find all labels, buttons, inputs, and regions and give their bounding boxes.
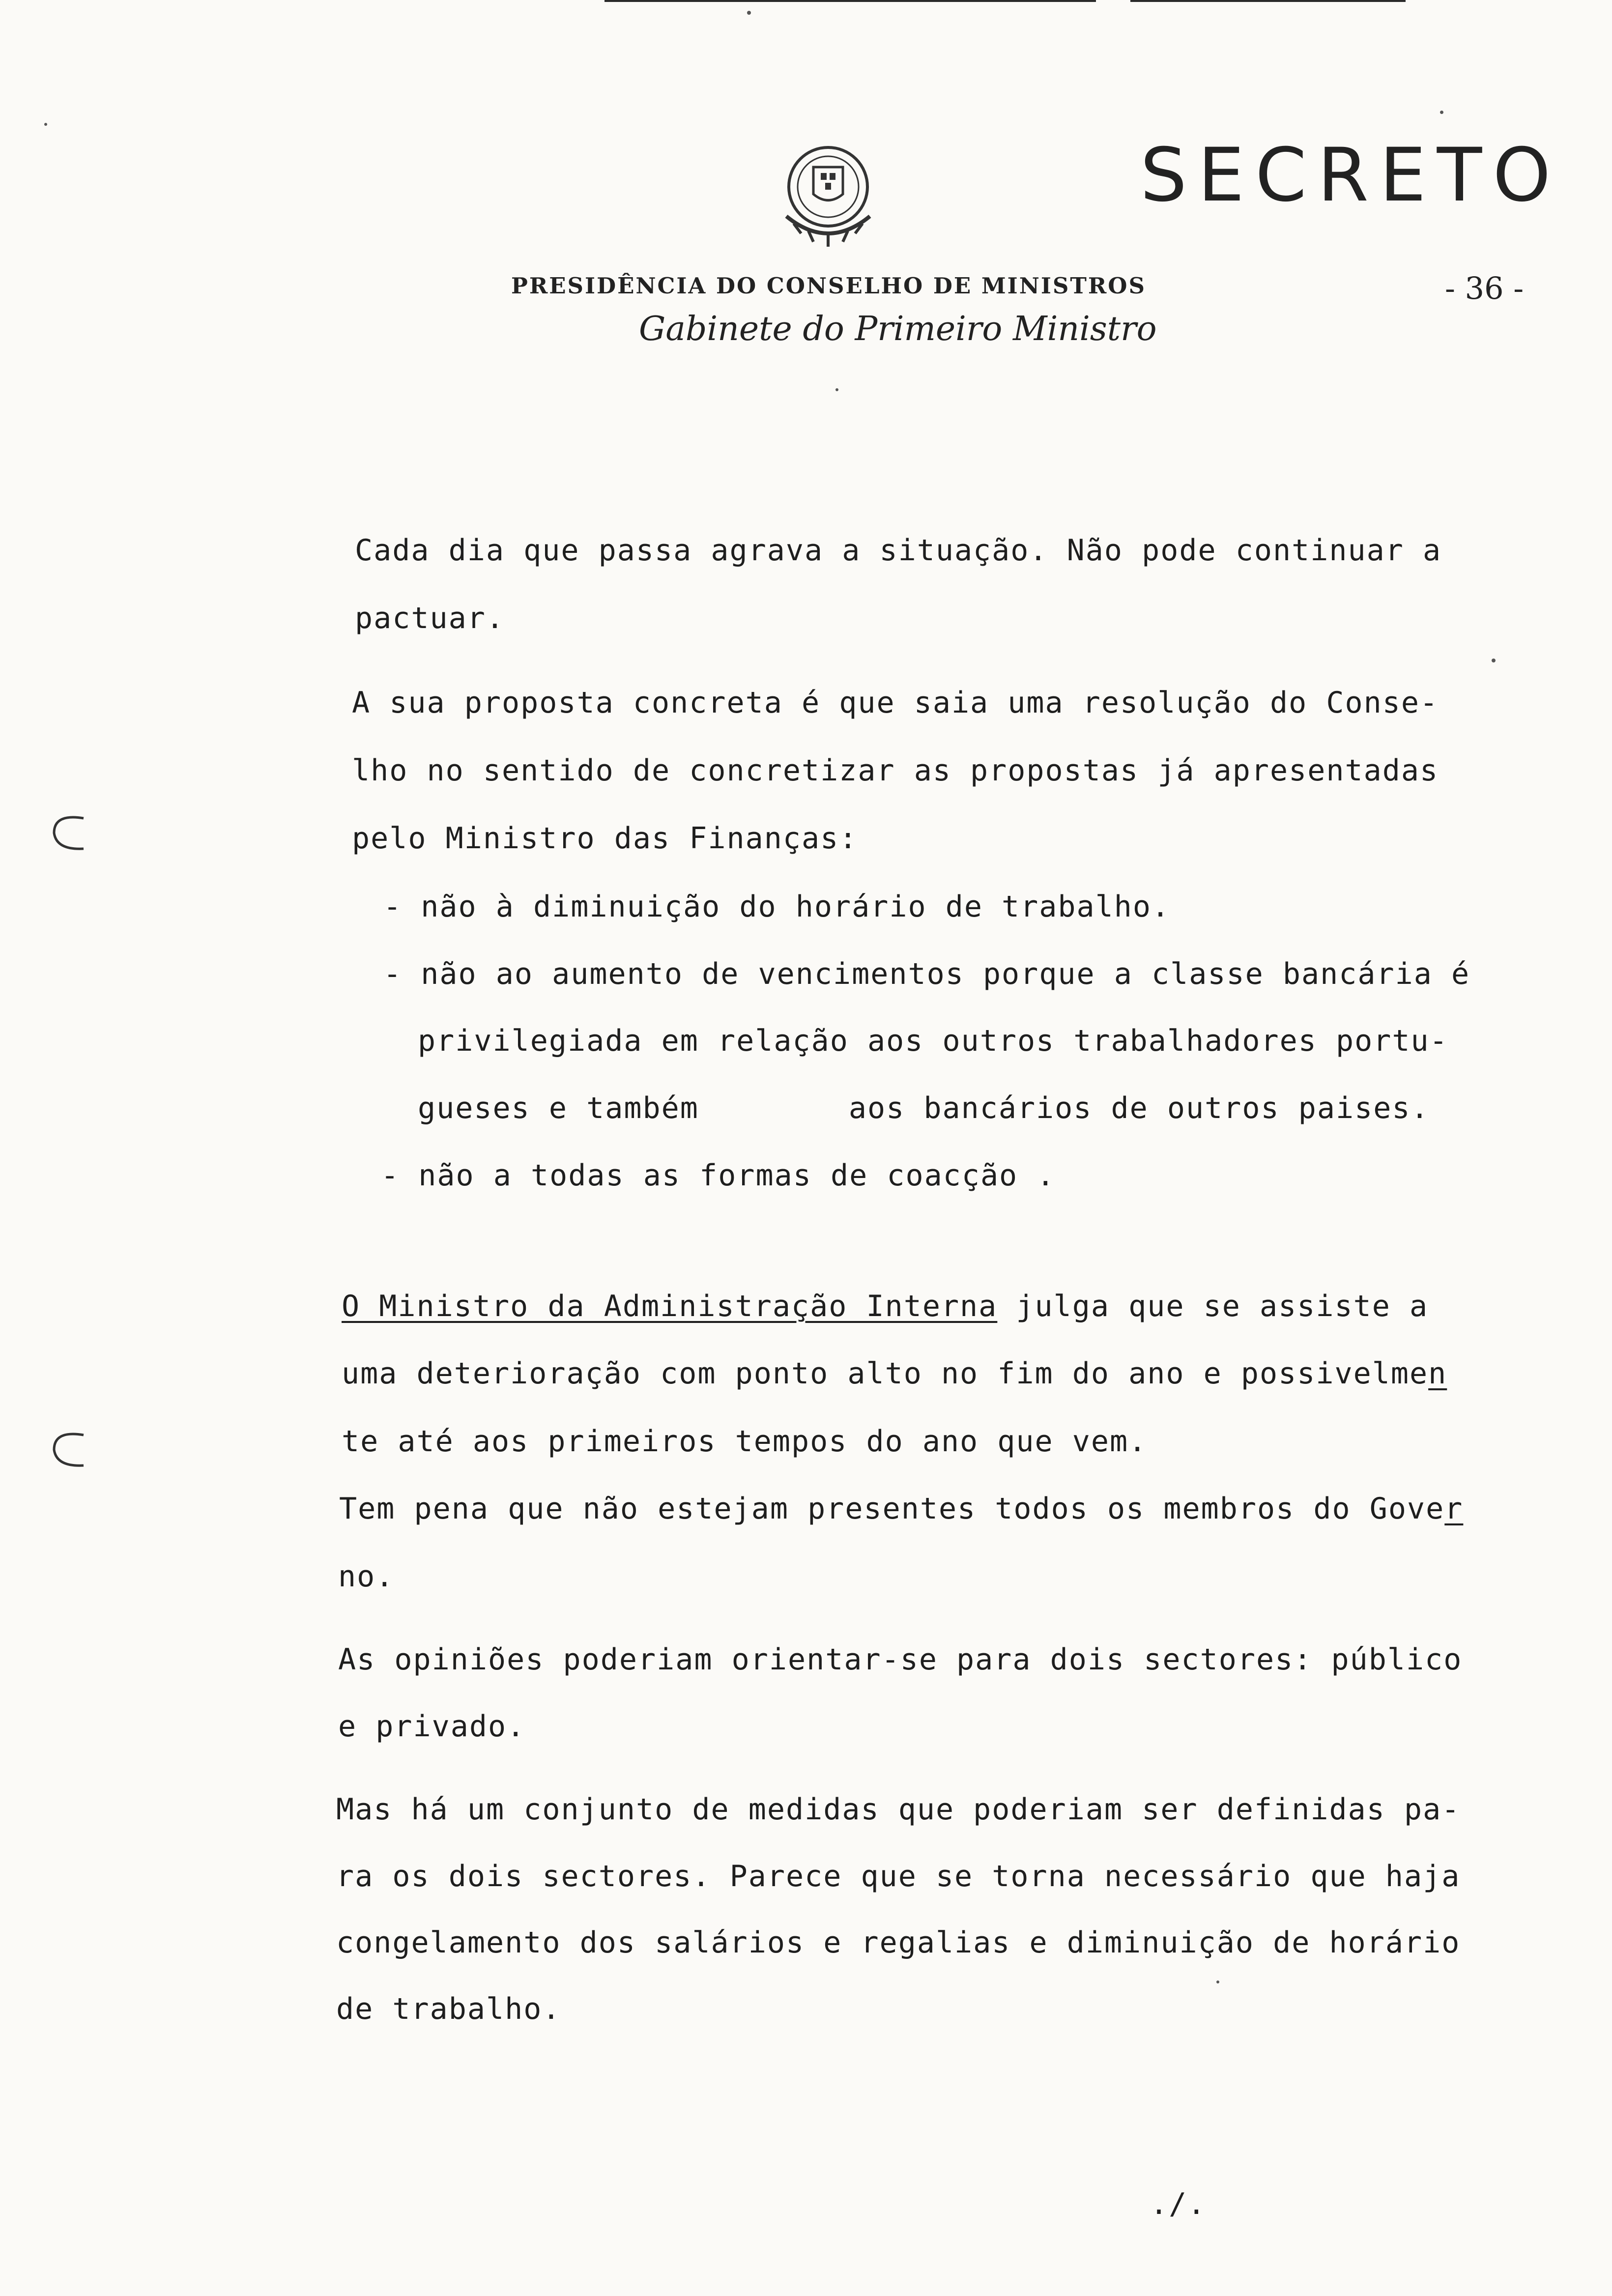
- bullet-item: - não à diminuição do horário de trabalho.: [383, 890, 1171, 924]
- text-line: Cada dia que passa agrava a situação. Não pode continuar a: [355, 533, 1442, 568]
- text-fragment: julga que se assiste a: [997, 1289, 1429, 1323]
- speck: [1216, 1980, 1219, 1983]
- text-line: [339, 1492, 1464, 1526]
- minister-name: O Ministro da Administração Interna: [342, 1289, 998, 1323]
- bullet-item: - não ao aumento de vencimentos porque a classe bancária é: [383, 957, 1470, 991]
- punch-hole-icon: [49, 1430, 88, 1469]
- text-line: A sua proposta concreta é que saia uma resolução do Conse-: [352, 686, 1439, 720]
- coat-of-arms-icon: [767, 133, 890, 260]
- text-fragment: Tem pena que não estejam presentes todos os membros do Gove: [339, 1492, 1445, 1526]
- institution-name: PRESIDÊNCIA DO CONSELHO DE MINISTROS: [511, 273, 1146, 299]
- underlined-fragment: r: [1444, 1492, 1464, 1526]
- classification-stamp: SECRETO: [1140, 133, 1562, 218]
- speck: [1440, 111, 1443, 114]
- top-rule: [604, 0, 1096, 2]
- text-line: congelamento dos salários e regalias e diminuição de horário: [336, 1925, 1461, 1960]
- text-line: pactuar.: [355, 601, 505, 635]
- office-name: Gabinete do Primeiro Ministro: [639, 310, 1157, 348]
- continuation-mark: ./.: [1150, 2187, 1207, 2221]
- text-line: Mas há um conjunto de medidas que poderiam ser definidas pa-: [336, 1792, 1461, 1827]
- speck: [1492, 659, 1496, 662]
- speck: [44, 123, 47, 126]
- text-line: As opiniões poderiam orientar-se para dois sectores: público: [338, 1642, 1463, 1677]
- text-line: lho no sentido de concretizar as propostas já apresentadas: [352, 753, 1439, 788]
- top-rule: [1130, 0, 1406, 2]
- text-line: de trabalho.: [336, 1992, 561, 2026]
- text-line: pelo Ministro das Finanças:: [352, 821, 858, 856]
- speck: [835, 388, 838, 391]
- text-line: ra os dois sectores. Parece que se torna necessário que haja: [336, 1859, 1461, 1894]
- text-line: te até aos primeiros tempos do ano que vem.: [342, 1424, 1148, 1459]
- bullet-item: - não a todas as formas de coacção .: [381, 1158, 1056, 1193]
- text-line: [342, 1289, 1429, 1323]
- speck: [747, 11, 751, 15]
- text-line: e privado.: [338, 1709, 526, 1744]
- page-number: - 36 -: [1445, 270, 1524, 306]
- text-fragment: uma deterioração com ponto alto no fim do ano e possivelme: [342, 1356, 1429, 1391]
- bullet-continuation: privilegiada em relação aos outros trabalhadores portu-: [418, 1024, 1448, 1058]
- text-line: [342, 1356, 1447, 1391]
- text-line: no.: [338, 1559, 395, 1594]
- punch-hole-icon: [49, 813, 88, 853]
- underlined-fragment: n: [1428, 1356, 1447, 1391]
- bullet-continuation: gueses e também aos bancários de outros paises.: [418, 1091, 1430, 1125]
